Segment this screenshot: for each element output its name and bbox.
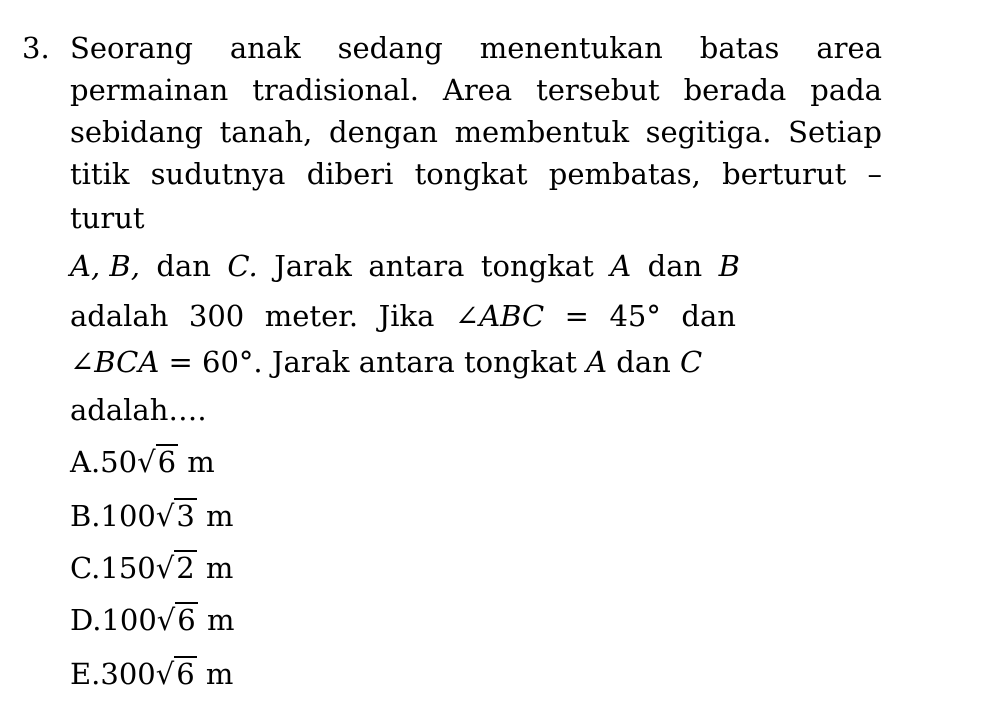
option-radicand: 3 xyxy=(176,499,195,533)
word: 300 xyxy=(188,299,245,333)
option-letter: A. xyxy=(70,445,101,479)
word: – xyxy=(867,157,882,191)
question-line-6 xyxy=(70,246,740,286)
word: diberi xyxy=(306,157,394,191)
word: segitiga. xyxy=(645,115,772,149)
option-coefficient: 300 xyxy=(100,657,156,691)
word: Jarak xyxy=(274,249,352,283)
sqrt-symbol: √2 xyxy=(155,551,195,585)
word: pada xyxy=(810,73,882,107)
option-unit: m xyxy=(205,551,234,585)
question-line-8 xyxy=(70,342,740,382)
word: anak xyxy=(229,31,301,65)
word: meter. xyxy=(264,299,359,333)
word: pembatas, xyxy=(548,157,701,191)
sqrt-symbol: √6 xyxy=(137,445,177,479)
word: = 60°. xyxy=(168,345,263,379)
sqrt-symbol: √3 xyxy=(155,499,195,533)
option-e[interactable] xyxy=(70,654,233,694)
word: antara xyxy=(368,249,465,283)
word: sebidang xyxy=(70,115,203,149)
option-unit: m xyxy=(187,445,215,479)
word: tongkat xyxy=(414,157,528,191)
word: Jarak antara tongkat xyxy=(271,345,577,379)
question-line-2 xyxy=(70,70,882,110)
word: sudutnya xyxy=(150,157,286,191)
word: menentukan xyxy=(479,31,663,65)
sqrt-symbol: √6 xyxy=(155,657,195,691)
option-radicand: 2 xyxy=(176,551,195,585)
math-var: A, B, xyxy=(70,249,140,283)
word: Area xyxy=(442,73,513,107)
word: Jika xyxy=(378,299,435,333)
math-var: A xyxy=(610,249,632,283)
math-var: B xyxy=(718,249,740,283)
option-unit: m xyxy=(206,603,235,637)
word: dan xyxy=(156,249,211,283)
word: batas xyxy=(699,31,780,65)
option-unit: m xyxy=(205,657,234,691)
option-letter: B. xyxy=(70,499,101,533)
word: dengan xyxy=(329,115,438,149)
option-a[interactable] xyxy=(70,442,215,482)
option-coefficient: 100 xyxy=(100,499,156,533)
word: 45° xyxy=(609,299,661,333)
word: Seorang xyxy=(70,31,193,65)
math-var: A xyxy=(586,345,608,379)
word: tongkat xyxy=(480,249,594,283)
word: area xyxy=(816,31,882,65)
word: = xyxy=(564,299,589,333)
word: tersebut xyxy=(536,73,660,107)
question-line-3 xyxy=(70,112,882,152)
word: adalah xyxy=(70,299,169,333)
math-var: C. xyxy=(227,249,258,283)
word: tanah, xyxy=(219,115,313,149)
sqrt-symbol: √6 xyxy=(156,603,196,637)
question-line-5: turut xyxy=(70,201,145,235)
question-line-9: adalah…. xyxy=(70,393,207,427)
word: tradisional. xyxy=(252,73,419,107)
word: dan xyxy=(681,299,736,333)
word: dan xyxy=(616,345,671,379)
option-d[interactable] xyxy=(70,600,234,640)
word: titik xyxy=(70,157,130,191)
option-unit: m xyxy=(206,499,234,533)
option-radicand: 6 xyxy=(177,603,196,637)
option-letter: E. xyxy=(70,657,101,691)
word: permainan xyxy=(70,73,229,107)
question-line-4 xyxy=(70,154,882,194)
option-letter: D. xyxy=(70,603,102,637)
question-line-7 xyxy=(70,296,736,336)
question-number: 3. xyxy=(22,31,50,65)
word: berada xyxy=(683,73,787,107)
option-radicand: 6 xyxy=(157,445,177,479)
word: sedang xyxy=(337,31,443,65)
option-coefficient: 100 xyxy=(101,603,157,637)
option-letter: C. xyxy=(70,551,101,585)
word: dan xyxy=(647,249,703,283)
word: Setiap xyxy=(788,115,882,149)
option-radicand: 6 xyxy=(176,657,195,691)
option-coefficient: 50 xyxy=(100,445,138,479)
word: membentuk xyxy=(454,115,630,149)
question-line-1 xyxy=(70,28,882,68)
option-coefficient: 150 xyxy=(100,551,156,585)
word: berturut xyxy=(722,157,847,191)
angle-expression: ∠ABC xyxy=(454,299,545,333)
option-b[interactable] xyxy=(70,496,234,536)
angle-expression: ∠BCA xyxy=(70,345,160,379)
option-c[interactable] xyxy=(70,548,233,588)
math-var: C xyxy=(680,345,703,379)
